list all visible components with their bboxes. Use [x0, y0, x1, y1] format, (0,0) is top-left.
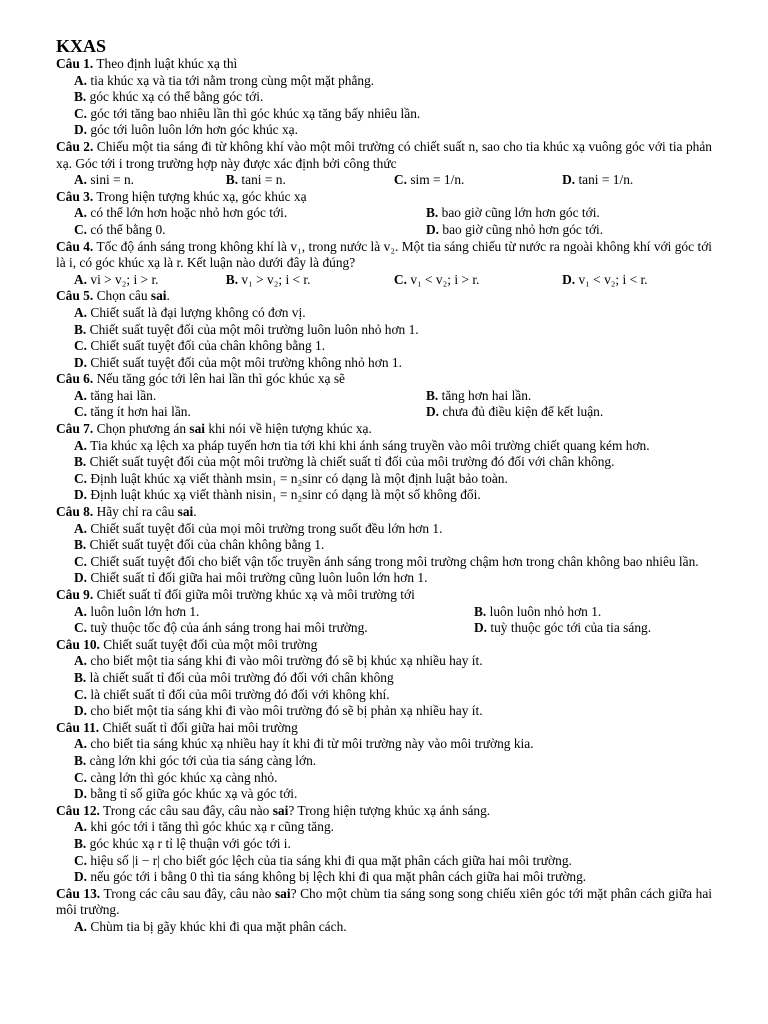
option-b: B. tani = n. — [225, 172, 286, 188]
question-12: Câu 12. Trong các câu sau đây, câu nào sai? Trong hiện tượng khúc xạ ánh sáng. — [56, 802, 491, 818]
question-number: Câu 6. — [56, 371, 94, 387]
option-b: B. góc khúc xạ r tỉ lệ thuận với góc tới i. — [74, 835, 291, 851]
question-number: Câu 4. — [56, 238, 94, 254]
option-c: C. là chiết suất tỉ đối của môi trường đó đối với không khí. — [74, 686, 390, 702]
option-a: A. cho biết một tia sáng khi đi vào môi trường đó sẽ bị khúc xạ nhiều hay ít. — [74, 653, 483, 669]
option-c: C. Định luật khúc xạ viết thành msin₁ = n₂sinr có dạng là một định luật bảo toàn. — [74, 470, 508, 486]
option-d: D. chưa đủ điều kiện để kết luận. — [426, 404, 604, 420]
question-7: Câu 7. Chọn phương án sai khi nói về hiện tượng khúc xạ. — [56, 421, 372, 437]
question-number: Câu 1. — [56, 56, 94, 71]
question-text: Chiết suất tỉ đối giữa môi trường khúc xạ và môi trường tới — [93, 587, 415, 602]
option-a: A. có thể lớn hơn hoặc nhỏ hơn góc tới. — [74, 205, 288, 221]
question-number: Câu 9. — [56, 587, 94, 602]
option-b: B. càng lớn khi góc tới của tia sáng càng lớn. — [74, 752, 317, 768]
option-c: C. v₁ < v₂; i > r. — [393, 271, 480, 287]
options-row — [56, 388, 712, 405]
question-number: Câu 13. — [56, 885, 101, 901]
option-d: D. tuỳ thuộc góc tới của tia sáng. — [474, 620, 652, 636]
option-b: B. Chiết suất tuyệt đối của chân không bằng 1. — [74, 537, 325, 553]
option-c: C. Chiết suất tuyệt đối của chân không bằng 1. — [74, 338, 326, 354]
question-13: Câu 13. Trong các câu sau đây, câu nào sai? Cho một chùm tia sáng song song chiếu xiên góc tới mặt phân cách giữa hai môi trường. — [56, 885, 712, 918]
option-c: C. hiệu số |i − r| cho biết góc lệch của tia sáng khi đi qua mặt phân cách giữa hai môi trường. — [74, 852, 572, 868]
option-a: A. tăng hai lần. — [74, 387, 157, 403]
question-2 — [56, 139, 712, 172]
question-text: Theo định luật khúc xạ thì — [93, 56, 238, 71]
option-d: D. góc tới luôn luôn lớn hơn góc khúc xạ. — [74, 122, 298, 138]
question-10 — [56, 637, 712, 654]
question-4 — [56, 239, 712, 272]
question-8: Câu 8. Hãy chỉ ra câu sai. — [56, 504, 197, 520]
question-number: Câu 12. — [56, 802, 100, 818]
question-6 — [56, 371, 712, 388]
question-number: Câu 5. — [56, 288, 94, 304]
option-d: D. v₁ < v₂; i < r. — [562, 271, 648, 287]
option-a: A. sini = n. — [74, 172, 135, 188]
option-c: C. càng lớn thì góc khúc xạ càng nhỏ. — [74, 769, 278, 785]
question-11 — [56, 720, 712, 737]
question-number: Câu 3. — [56, 188, 94, 204]
option-b: B. Chiết suất tuyệt đối của một môi trường là chiết suất tỉ đối của môi trường đó đối với chân không. — [74, 454, 615, 470]
question-text: Nếu tăng góc tới lên hai lần thì góc khúc xạ sẽ — [93, 371, 345, 387]
options-row — [56, 172, 712, 189]
option-c: C. tuỳ thuộc tốc độ của ánh sáng trong hai môi trường. — [74, 620, 368, 636]
option-c: C. có thể bằng 0. — [74, 221, 166, 237]
option-a: A. tia khúc xạ và tia tới nằm trong cùng một mặt phẳng. — [74, 72, 375, 88]
options-row — [56, 205, 712, 222]
option-b: B. góc khúc xạ có thể bằng góc tới. — [74, 89, 264, 105]
options-row — [56, 620, 712, 637]
option-b: B. là chiết suất tỉ đối của môi trường đó đối với chân không — [74, 669, 394, 685]
option-d: D. Chiết suất tuyệt đối của một môi trường không nhỏ hơn 1. — [74, 354, 402, 370]
document-title: KXAS — [56, 36, 107, 56]
option-d: D. bao giờ cũng nhỏ hơn góc tới. — [426, 221, 604, 237]
question-text: Chiết suất tuyệt đối của một môi trường — [99, 636, 318, 652]
option-a: A. cho biết tia sáng khúc xạ nhiều hay ít khi đi từ môi trường này vào môi trường kia. — [74, 736, 534, 752]
option-c: C. Chiết suất tuyệt đối cho biết vận tốc truyền ánh sáng trong môi trường chậm hơn trong chân không bao nhiêu lần. — [74, 553, 699, 569]
option-b: B. Chiết suất tuyệt đối của một môi trường luôn luôn nhỏ hơn 1. — [74, 321, 419, 337]
option-b: B. v₁ > v₂; i < r. — [225, 271, 311, 287]
options-row — [56, 404, 712, 421]
question-number: Câu 8. — [56, 504, 94, 520]
option-d: D. nếu góc tới i bằng 0 thì tia sáng không bị lệch khi đi qua mặt phân cách giữa hai môi trường. — [74, 869, 587, 885]
option-d: D. Chiết suất tỉ đối giữa hai môi trường cũng luôn luôn lớn hơn 1. — [74, 570, 428, 586]
option-c: C. tăng ít hơn hai lần. — [74, 404, 191, 420]
option-a: A. khi góc tới i tăng thì góc khúc xạ r cũng tăng. — [74, 819, 334, 835]
question-text: Trong hiện tượng khúc xạ, góc khúc xạ — [93, 188, 307, 204]
question-number: Câu 11. — [56, 719, 100, 735]
option-c: C. sim = 1/n. — [393, 172, 465, 188]
option-d: D. Định luật khúc xạ viết thành nisin₁ = n₂sinr có dạng là một số không đổi. — [74, 487, 481, 503]
option-a: A. Chiết suất là đại lượng không có đơn vị. — [74, 304, 306, 320]
option-b: B. luôn luôn nhỏ hơn 1. — [474, 603, 602, 619]
option-d: D. tani = 1/n. — [562, 172, 634, 188]
question-5: Câu 5. Chọn câu sai. — [56, 288, 170, 304]
question-number: Câu 2. — [56, 138, 94, 154]
option-b: B. bao giờ cũng lớn hơn góc tới. — [426, 205, 600, 221]
question-number: Câu 10. — [56, 636, 100, 652]
option-a: A. vi > v₂; i > r. — [74, 271, 159, 287]
question-text: Chiết suất tỉ đối giữa hai môi trường — [99, 719, 298, 735]
option-a: A. Tia khúc xạ lệch xa pháp tuyến hơn tia tới khi khi ánh sáng truyền vào môi trường chiết quang kém hơn. — [74, 437, 650, 453]
option-b: B. tăng hơn hai lần. — [426, 387, 532, 403]
question-9 — [56, 587, 712, 604]
option-d: D. bằng tỉ số giữa góc khúc xạ và góc tới. — [74, 786, 298, 802]
options-row — [56, 222, 712, 239]
option-a: A. Chùm tia bị gãy khúc khi đi qua mặt phân cách. — [74, 918, 347, 934]
question-number: Câu 7. — [56, 421, 94, 437]
question-1 — [56, 56, 712, 73]
question-text: Chiếu một tia sáng đi từ không khí vào một môi trường có chiết suất n, sao cho tia khúc xạ vuông góc với tia phản xạ. Góc tới i trong trường hợp này được xác định bởi công thức — [56, 138, 712, 171]
options-row — [56, 604, 712, 621]
option-c: C. góc tới tăng bao nhiêu lần thì góc khúc xạ tăng bấy nhiêu lần. — [74, 105, 421, 121]
option-a: A. luôn luôn lớn hơn 1. — [74, 603, 200, 619]
options-row — [56, 272, 712, 289]
question-3 — [56, 189, 712, 206]
question-text: Tốc độ ánh sáng trong không khí là v₁, trong nước là v₂. Một tia sáng chiếu từ nước ra ngoài không khí với góc tới là i, có góc khúc xạ là r. Kết luận nào dưới đây là đúng? — [56, 238, 712, 271]
option-d: D. cho biết một tia sáng khi đi vào môi trường đó sẽ bị phản xạ nhiều hay ít. — [74, 703, 483, 719]
option-a: A. Chiết suất tuyệt đối của mọi môi trường trong suốt đều lớn hơn 1. — [74, 520, 443, 536]
